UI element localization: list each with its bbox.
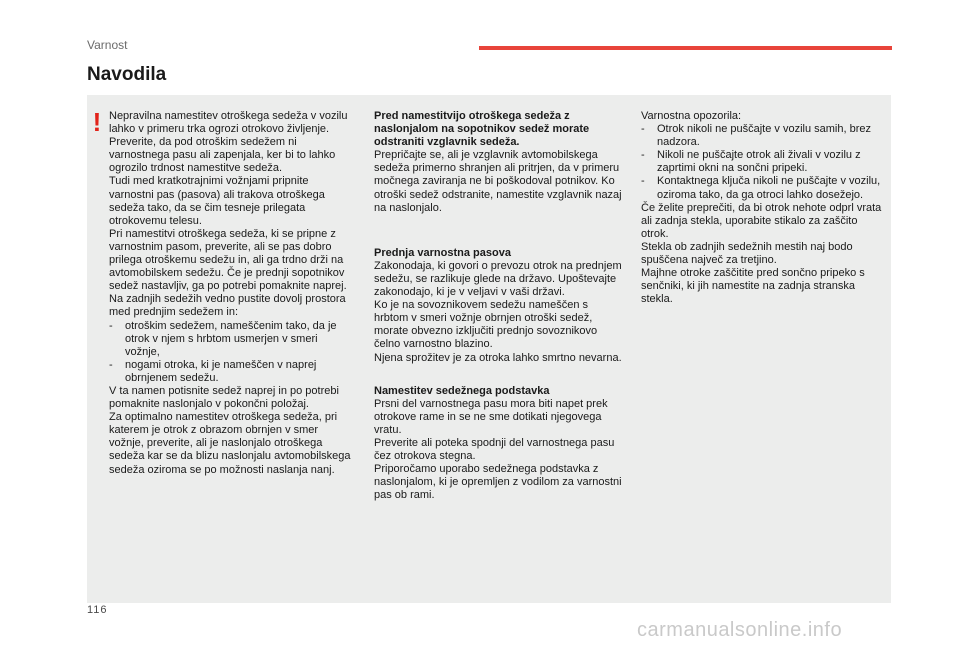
section-body: Prepričajte se, ali je vzglavnik avtomobilskega sedeža primerno shranjen ali pritrjen, da v primeru močnega zaviranja ne bi poškodoval potnikov. Ko otroški sedež odstranite, namestite vzglavnik nazaj na naslonjalo. xyxy=(374,149,622,214)
col1-paragraph: Preverite, da pod otroškim sedežem ni varnostnega pasu ali zapenjala, ker bi to lahko ogrozilo trdnost namestitve sedeža. xyxy=(109,136,336,175)
section-heading: Prednja varnostna pasova xyxy=(374,246,511,259)
section-body: Prsni del varnostnega pasu mora biti napet prek otrokove rame in se ne sme dotikati njegovega vratu. xyxy=(374,397,608,436)
col1-paragraph: Nepravilna namestitev otroškega sedeža v vozilu lahko v primeru trka ogrozi otrokovo življenje. xyxy=(109,110,348,136)
col3-intro: Varnostna opozorila: xyxy=(641,110,742,122)
page-number: 116 xyxy=(87,604,108,616)
col1-paragraph: Za optimalno namestitev otroškega sedeža, pri katerem je otrok z obrazom obrnjen v smer vožnje, preverite, ali je naslonjalo otroškega sedeža kar se da blizu naslonjalu avtomobilskega sedeža oziroma se po možnosti naslanja nanj. xyxy=(109,411,351,476)
list-item: - nogami otroka, ki je nameščen v naprej obrnjenem sedežu. xyxy=(109,359,354,385)
section-body: Priporočamo uporabo sedežnega podstavka z naslonjalom, ki je opremljen z vodilom za varnostni pas ob rami. xyxy=(374,463,622,502)
section-heading: Namestitev sedežnega podstavka xyxy=(374,384,550,397)
section-body: Preverite ali poteka spodnji del varnostnega pasu čez otrokova stegna. xyxy=(374,436,615,463)
list-item: - Otrok nikoli ne puščajte v vozilu samih, brez nadzora. xyxy=(641,123,885,149)
list-item: - Nikoli ne puščajte otrok ali živali v vozilu z zaprtimi okni na sončni pripeki. xyxy=(641,149,885,175)
section-body: Njena sprožitev je za otroka lahko smrtno nevarna. xyxy=(374,351,622,364)
col3-paragraph: Stekla ob zadnjih sedežnih mestih naj bodo spuščena največ za tretjino. xyxy=(641,240,853,267)
column-2 xyxy=(374,110,624,502)
col1-paragraph: Na zadnjih sedežih vedno pustite dovolj prostora med prednjim sedežem in: xyxy=(109,293,346,319)
warning-exclamation-icon: ! xyxy=(92,107,102,137)
col3-list xyxy=(641,123,885,202)
list-item: - otroškim sedežem, nameščenim tako, da je otrok v njem s hrbtom usmerjen v smeri vožnje, xyxy=(109,320,354,359)
col1-paragraph: Pri namestitvi otroškega sedeža, ki se pripne z varnostnim pasom, preverite, ali se pas dobro prilega otroškemu sedežu in, ali ga trdno drži na avtomobilskem sedežu. Če je prednji sopotnikov sedež nastavljiv, ga po potrebi pomaknite naprej. xyxy=(109,227,347,293)
col3-paragraph: Majhne otroke zaščitite pred sončno pripeko s senčniki, ki jih namestite na zadnja stranska stekla. xyxy=(641,267,865,306)
column-1 xyxy=(109,110,354,477)
section-body: Ko je na sovoznikovem sedežu nameščen s hrbtom v smeri vožnje obrnjen otroški sedež, morate obvezno izključiti prednjo sovoznikovo čelno varnostno blazino. xyxy=(374,299,598,351)
col1-paragraph: V ta namen potisnite sedež naprej in po potrebi pomaknite naslonjalo v pokončni položaj. xyxy=(109,384,339,411)
section-label: Varnost xyxy=(87,38,128,52)
column-3 xyxy=(641,110,885,306)
section-accent-rule xyxy=(479,46,892,50)
col1-list xyxy=(109,320,354,385)
watermark: carmanualsonline.info xyxy=(637,619,843,641)
page-title: Navodila xyxy=(87,64,167,85)
section-body: Zakonodaja, ki govori o prevozu otrok na prednjem sedežu, se razlikuje glede na državo. Upoštevajte zakonodajo, ki je v veljavi v vaši državi. xyxy=(374,259,622,299)
col3-paragraph: Če želite preprečiti, da bi otrok nehote odprl vrata ali zadnja stekla, uporabite stikalo za zaščito otrok. xyxy=(641,201,882,240)
list-item: - Kontaktnega ključa nikoli ne puščajte v vozilu, oziroma tako, da ga otroci lahko dosežejo. xyxy=(641,175,885,201)
section-heading: Pred namestitvijo otroškega sedeža z naslonjalom na sopotnikov sedež morate odstraniti vzglavnik sedeža. xyxy=(374,110,590,149)
col1-paragraph: Tudi med kratkotrajnimi vožnjami pripnite varnostni pas (pasova) ali trakova otroškega sedeža tako, da se čim tesneje prilegata otrokovemu telesu. xyxy=(109,175,325,227)
